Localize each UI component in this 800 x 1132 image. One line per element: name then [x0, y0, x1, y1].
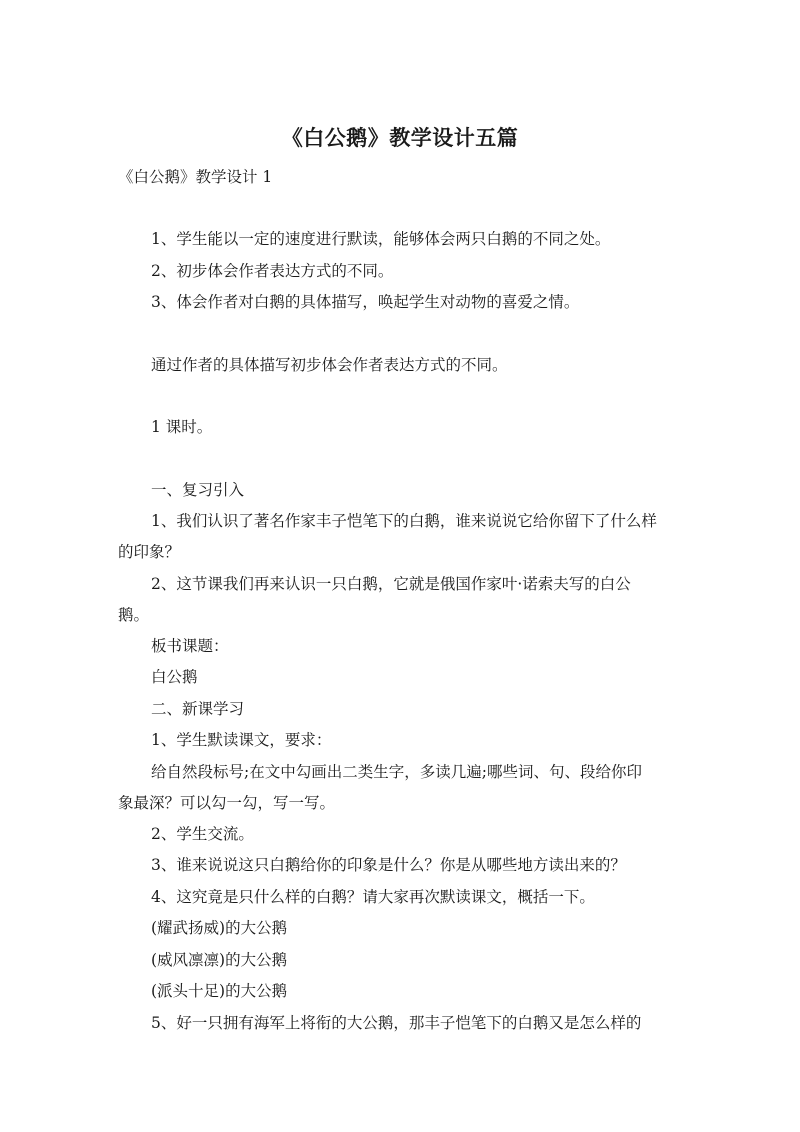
paragraph-line: (派头十足)的大公鹅 [151, 982, 288, 1000]
paragraph-line: 2、这节课我们再来认识一只白鹅，它就是俄国作家叶·诺索夫写的白公 [151, 575, 631, 593]
key-point: 通过作者的具体描写初步体会作者表达方式的不同。 [151, 356, 508, 374]
paragraph-line: 4、这究竟是只什么样的白鹅？请大家再次默读课文，概括一下。 [151, 888, 595, 906]
document-subtitle: 《白公鹅》教学设计 1 [118, 168, 273, 186]
paragraph-line: 白公鹅 [151, 668, 198, 686]
section-heading-review: 一、复习引入 [151, 481, 245, 499]
paragraph-line: 给自然段标号;在文中勾画出二类生字，多读几遍;哪些词、句、段给你印 [151, 763, 642, 781]
objective-3: 3、体会作者对白鹅的具体描写，唤起学生对动物的喜爱之情。 [151, 293, 580, 311]
paragraph-line: 5、好一只拥有海军上将衔的大公鹅，那丰子恺笔下的白鹅又是怎么样的 [151, 1014, 642, 1032]
paragraph-line: (威风凛凛)的大公鹅 [151, 951, 288, 969]
paragraph-line: 1、我们认识了著名作家丰子恺笔下的白鹅，谁来说说它给你留下了什么样 [151, 512, 657, 530]
objective-1: 1、学生能以一定的速度进行默读，能够体会两只白鹅的不同之处。 [151, 230, 611, 248]
document-title: 《白公鹅》教学设计五篇 [281, 126, 519, 150]
paragraph-line: 的印象？ [118, 543, 181, 561]
objective-2: 2、初步体会作者表达方式的不同。 [151, 262, 394, 280]
section-heading-new-lesson: 二、新课学习 [151, 700, 245, 718]
class-hours: 1 课时。 [151, 418, 213, 436]
paragraph-line: 象最深？可以勾一勾，写一写。 [118, 794, 336, 812]
paragraph-line: (耀武扬威)的大公鹅 [151, 919, 288, 937]
paragraph-line: 板书课题： [151, 637, 229, 655]
paragraph-line: 2、学生交流。 [151, 825, 254, 843]
paragraph-line: 1、学生默读课文，要求： [151, 731, 332, 749]
paragraph-line: 鹅。 [118, 606, 150, 624]
paragraph-line: 3、谁来说说这只白鹅给你的印象是什么？你是从哪些地方读出来的？ [151, 856, 626, 874]
